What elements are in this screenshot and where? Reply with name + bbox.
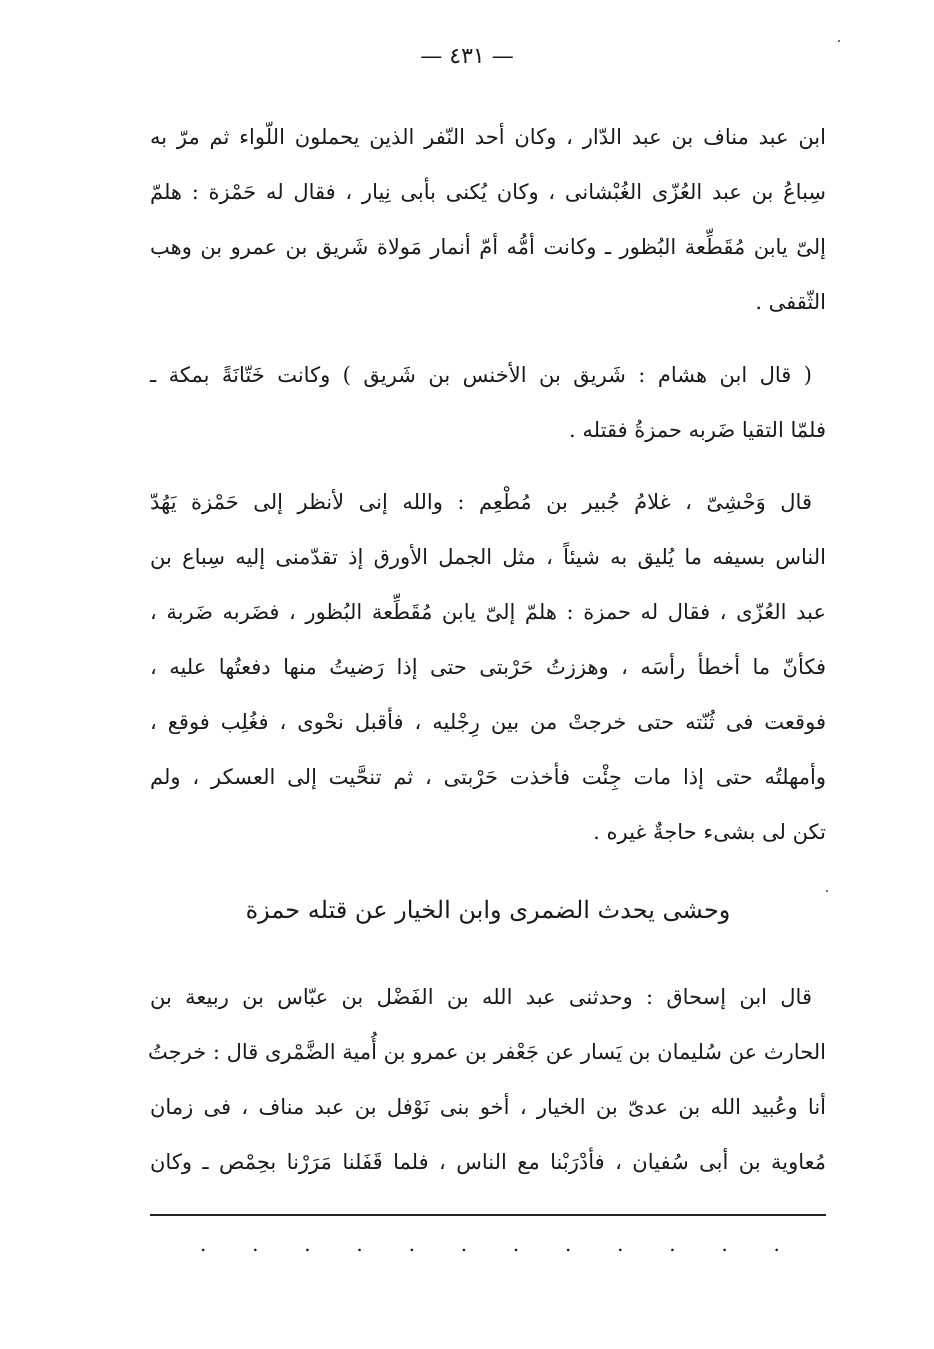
text-line: مُعاوية بن أبى سُفيان ، فأدْرَبْنا مع الناس ، فلما قَفَلنا مَرَرْنا بحِمْص ـ وكان	[150, 1150, 826, 1174]
scan-speck	[838, 40, 840, 42]
text-line: قال وَحْشِىّ ، غلامُ جُبير بن مُطْعِم : والله إنى لأنظر إلى حَمْزة يَهُدّ	[150, 490, 812, 514]
paragraph-3	[150, 475, 826, 860]
footnote-dot: .	[252, 1232, 259, 1256]
paragraph-4	[150, 970, 826, 1190]
footnote-dot: .	[721, 1232, 728, 1256]
footnote-dots	[200, 1232, 780, 1256]
text-line: عبد العُزّى ، فقال له حمزة : هلمّ إلىّ يابن مُقَطِّعة البُظور ، فضَربه ضَربة ،	[150, 600, 826, 624]
text-line: فوقعت فى ثُنّته حتى خرجتْ من بين رِجْليه ، فأقبل نحْوى ، فغُلِب فوقع ،	[150, 710, 826, 734]
page-number: — ٤٣١ —	[420, 44, 514, 69]
footnote-dot: .	[617, 1232, 624, 1256]
text-line: أنا وعُبيد الله بن عدىّ بن الخيار ، أخو بنى نَوْفل بن عبد مناف ، فى زمان	[150, 1095, 826, 1119]
footnote-dot: .	[460, 1232, 468, 1256]
text-line: فكأنّ ما أخطأ رأسَه ، وهززتُ حَرْبتى حتى إذا رَضيتُ منها دفعتُها عليه ،	[150, 655, 826, 679]
text-line: قال ابن إسحاق : وحدثنى عبد الله بن الفَضْل بن عبّاس بن ربيعة بن	[150, 985, 812, 1009]
footnote-dot: .	[408, 1232, 415, 1256]
text-line: الحارث عن سُليمان بن يَسار عن جَعْفر بن عمرو بن أُمية الضَّمْرى قال : خرجتُ	[148, 1040, 826, 1064]
section-heading: وحشى يحدث الضمرى وابن الخيار عن قتله حمزة	[245, 896, 731, 924]
text-line: الثّقفى .	[755, 290, 826, 314]
text-line: فلمّا التقيا ضَربه حمزةُ فقتله .	[569, 418, 826, 442]
text-line: الناس بسيفه ما يُليق به شيئاً ، مثل الجمل الأورق إذ تقدّمنى إليه سِباع بن	[150, 545, 826, 569]
footnote-dot: .	[304, 1232, 311, 1256]
footnote-dot: .	[200, 1232, 207, 1256]
paragraph-2	[150, 348, 826, 458]
text-line: وأمهلتُه حتى إذا مات جِئْت فأخذت حَرْبتى ، ثم تنحَّيت إلى العسكر ، ولم	[150, 765, 826, 789]
footnote-dot: .	[564, 1232, 572, 1256]
text-line: ( قال ابن هشام : شَريق بن الأخنس بن شَريق ) وكانت خَتّانَةً بمكة ـ	[150, 363, 812, 387]
scan-speck	[826, 890, 828, 892]
text-line: تكن لى بشىء حاجةٌ غيره .	[593, 820, 826, 844]
footnote-dot: .	[773, 1232, 780, 1256]
footnote-rule	[150, 1214, 826, 1216]
text-line: سِباعُ بن عبد العُزّى الغُبْشانى ، وكان يُكنى بأبى نِيار ، فقال له حَمْزة : هلمّ	[150, 180, 826, 204]
paragraph-1	[150, 110, 826, 330]
footnote-dot: .	[669, 1232, 676, 1256]
text-line: إلىّ يابن مُقَطِّعة البُظور ـ وكانت أمُّه أمّ أنمار مَولاة شَريق بن عمرو بن وهب	[150, 235, 826, 259]
footnote-dot: .	[512, 1232, 520, 1256]
text-line: ابن عبد مناف بن عبد الدّار ، وكان أحد النّفر الذين يحملون اللّواء ثم مرّ به	[150, 125, 826, 149]
footnote-dot: .	[356, 1232, 363, 1256]
